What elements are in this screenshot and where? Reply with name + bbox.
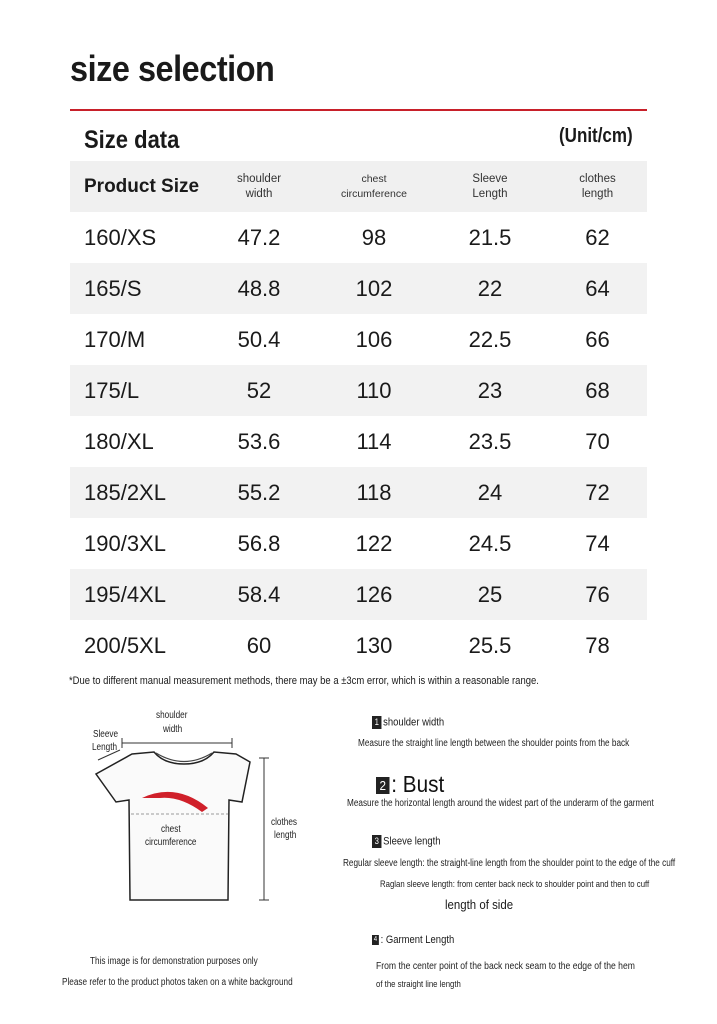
diagram-chest-label: chest xyxy=(161,824,181,835)
table-cell: 130 xyxy=(355,632,393,658)
diagram-clothes-length-label: length xyxy=(274,830,297,841)
header-clothes-length: clothes length xyxy=(579,172,616,200)
table-row xyxy=(70,416,647,467)
table-cell: 102 xyxy=(355,275,393,301)
clothes-length-arrow xyxy=(259,758,269,900)
diagram-clothes-label: clothes xyxy=(271,817,297,828)
table-cell: 98 xyxy=(361,224,387,250)
table-cell: 64 xyxy=(585,275,610,301)
table-cell: 68 xyxy=(585,377,610,403)
table-cell: 122 xyxy=(355,530,393,556)
table-cell: 170/M xyxy=(84,326,146,352)
table-cell: 175/L xyxy=(84,377,140,403)
table-cell: 118 xyxy=(356,479,392,505)
diagram-caption-2: Please refer to the product photos taken on a white background xyxy=(62,977,293,988)
garment-length-text-1: From the center point of the back neck seam to the edge of the hem xyxy=(376,960,635,972)
table-cell: 180/XL xyxy=(84,428,154,454)
table-cell: 22 xyxy=(477,275,503,301)
table-cell: 160/XS xyxy=(84,224,157,250)
diagram-sleeve-label: Sleeve xyxy=(93,729,119,740)
table-cell: 78 xyxy=(585,632,610,658)
table-cell: 70 xyxy=(585,428,610,454)
diagram-circumference-label: circumference xyxy=(145,837,197,848)
table-cell: 66 xyxy=(585,326,610,352)
header-sleeve-length: Sleeve Length xyxy=(472,172,508,200)
shoulder-width-heading: 1 shoulder width xyxy=(372,716,444,729)
diagram-shoulder-label: shoulder xyxy=(156,710,188,721)
table-cell: 106 xyxy=(355,326,393,352)
table-cell: 55.2 xyxy=(237,479,281,505)
table-cell: 114 xyxy=(356,428,392,454)
table-row xyxy=(70,467,647,518)
table-cell: 62 xyxy=(585,224,610,250)
table-cell: 23.5 xyxy=(468,428,512,454)
table-cell: 53.6 xyxy=(237,428,281,454)
table-cell: 25 xyxy=(477,581,503,607)
header-product-size: Product Size xyxy=(84,176,200,197)
table-cell: 185/2XL xyxy=(84,479,166,505)
number-badge-icon: 4 xyxy=(373,936,378,944)
shoulder-width-text: Measure the straight line length between the shoulder points from the back xyxy=(358,738,630,749)
table-cell: 52 xyxy=(246,377,272,403)
table-row xyxy=(70,263,647,314)
sleeve-length-heading: 3 Sleeve length xyxy=(372,835,441,848)
tshirt-diagram xyxy=(84,700,314,910)
table-cell: 25.5 xyxy=(468,632,512,658)
table-cell: 48.8 xyxy=(237,275,281,301)
table-row xyxy=(70,569,647,620)
table-cell: 23 xyxy=(477,377,503,403)
header-chest-circumference: chest circumference xyxy=(341,172,407,200)
table-cell: 200/5XL xyxy=(84,632,166,658)
table-cell: 21.5 xyxy=(468,224,512,250)
title-divider xyxy=(70,109,647,111)
section-subtitle: Size data xyxy=(84,126,180,154)
sleeve-length-text-1: Regular sleeve length: the straight-line length from the shoulder point to the edge of the cuff xyxy=(343,858,676,869)
number-badge-icon: 3 xyxy=(372,835,381,848)
table-cell: 60 xyxy=(246,632,272,658)
table-cell: 56.8 xyxy=(237,530,281,556)
sleeve-length-text-3: length of side xyxy=(445,897,514,912)
garment-length-heading: 4 : Garment Length xyxy=(373,934,455,946)
shoulder-arrow xyxy=(122,738,232,748)
table-cell: 72 xyxy=(585,479,610,505)
table-cell: 47.2 xyxy=(237,224,281,250)
table-cell: 50.4 xyxy=(237,326,281,352)
table-cell: 74 xyxy=(585,530,610,556)
table-header-row xyxy=(70,161,647,212)
table-row xyxy=(70,365,647,416)
diagram-length-label: Length xyxy=(92,742,118,753)
table-row xyxy=(70,518,647,569)
table-row xyxy=(70,314,647,365)
diagram-width-label: width xyxy=(163,724,183,735)
table-cell: 110 xyxy=(356,377,392,403)
number-badge-icon: 1 xyxy=(372,716,381,729)
unit-label: (Unit/cm) xyxy=(559,125,633,147)
table-cell: 24 xyxy=(477,479,503,505)
header-shoulder-width: shoulder width xyxy=(236,172,282,200)
table-cell: 126 xyxy=(355,581,393,607)
table-cell: 76 xyxy=(585,581,610,607)
table-cell: 190/3XL xyxy=(84,530,166,556)
table-row xyxy=(70,620,647,671)
table-cell: 195/4XL xyxy=(84,581,166,607)
table-cell: 58.4 xyxy=(237,581,281,607)
bust-text: Measure the horizontal length around the widest part of the underarm of the garment xyxy=(347,798,654,809)
table-cell: 22.5 xyxy=(468,326,512,352)
size-table xyxy=(70,161,647,671)
sleeve-length-text-2: Raglan sleeve length: from center back neck to shoulder point and then to cuff xyxy=(380,879,650,890)
diagram-caption-1: This image is for demonstration purposes only xyxy=(90,956,258,967)
page-title: size selection xyxy=(70,48,275,89)
bust-heading: 2 : Bust xyxy=(376,771,444,798)
number-badge-icon: 2 xyxy=(376,777,390,794)
table-cell: 24.5 xyxy=(468,530,512,556)
garment-length-text-2: of the straight line length xyxy=(376,979,461,990)
table-row xyxy=(70,212,647,263)
table-cell: 165/S xyxy=(84,275,142,301)
measurement-note: *Due to different manual measurement methods, there may be a ±3cm error, which is within a reasonable range. xyxy=(69,675,539,687)
